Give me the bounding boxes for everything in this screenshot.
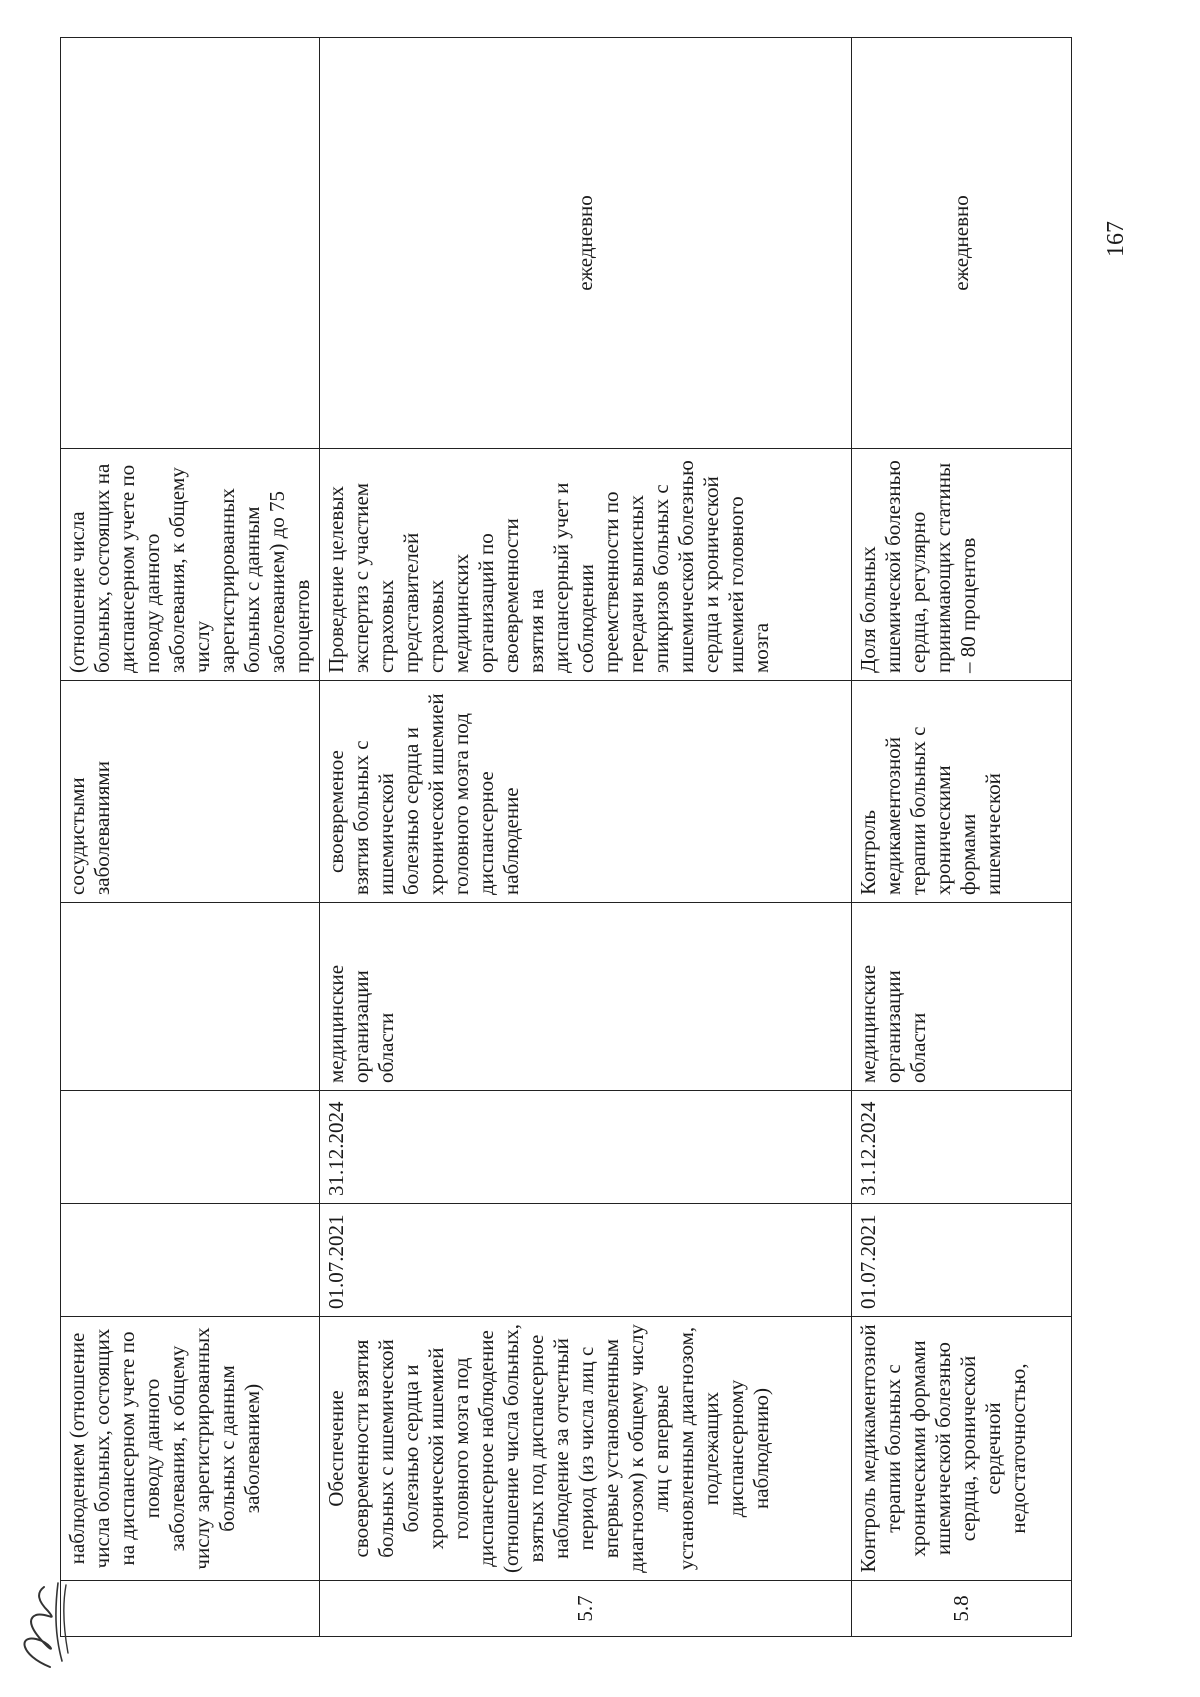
table-row [852, 38, 1072, 1637]
end-date: 31.12.2024 [320, 1091, 852, 1204]
expected-result: Контроль медикаментозной терапии больных с хроническими формами ишемической [852, 681, 1072, 903]
executor [61, 903, 320, 1091]
expected-result: сосудистыми заболеваниями [61, 681, 320, 903]
measure-name: Обеспечение своевременности взятия больных с ишемической болезнью сердца и хронической ишемией головного мозга под диспансерное наблюдение (отношение числа больных, взятых под диспансерное наблюдение за отчетный период (из числа лиц с впервые установленным диагнозом) к общему числу лиц с впервые установленным диагнозом, подлежащих диспансерному наблюдению) [320, 1317, 852, 1581]
page-number: 167 [1103, 221, 1129, 257]
start-date [61, 1204, 320, 1317]
start-date: 01.07.2021 [320, 1204, 852, 1317]
measure-name: наблюдением (отношение числа больных, состоящих на диспансерном учете по поводу данного заболевания, к общему числу зарегистрированных больных с данным заболеванием) [61, 1317, 320, 1581]
indicator: Доля больных ишемической болезнью сердца, регулярно принимающих статины – 80 процентов [852, 449, 1072, 681]
measures-table [60, 37, 1072, 1637]
row-number [61, 1581, 320, 1637]
row-number: 5.8 [852, 1581, 1072, 1637]
end-date: 31.12.2024 [852, 1091, 1072, 1204]
table-row [61, 38, 320, 1637]
expected-result: своевременое взятия больных с ишемической болезнью сердца и хронической ишемией головного мозга под диспансерное наблюдение [320, 681, 852, 903]
indicator: Проведение целевых экспертиз с участием страховых представителей страховых медицинских организаций по своевременности взятия на диспансерный учет и соблюдении преемственности по передачи выписных эпикризов больных с ишемической болезнью сердца и хронической ишемией головного мозга [320, 449, 852, 681]
executor: медицинские организации области [852, 903, 1072, 1091]
reporting-frequency: ежедневно [320, 38, 852, 449]
start-date: 01.07.2021 [852, 1204, 1072, 1317]
reporting-frequency [61, 38, 320, 449]
row-number: 5.7 [320, 1581, 852, 1637]
measure-name: Контроль медикаментозной терапии больных с хроническими формами ишемической болезнью сердца, хронической сердечной недостаточностью, [852, 1317, 1072, 1581]
end-date [61, 1091, 320, 1204]
executor: медицинские организации области [320, 903, 852, 1091]
handwritten-signature [6, 1575, 76, 1675]
table-row [320, 38, 852, 1637]
reporting-frequency: ежедневно [852, 38, 1072, 449]
indicator: (отношение числа больных, состоящих на диспансерном учете по поводу данного заболевания, к общему числу зарегистрированных больных с данным заболеванием) до 75 процентов [61, 449, 320, 681]
